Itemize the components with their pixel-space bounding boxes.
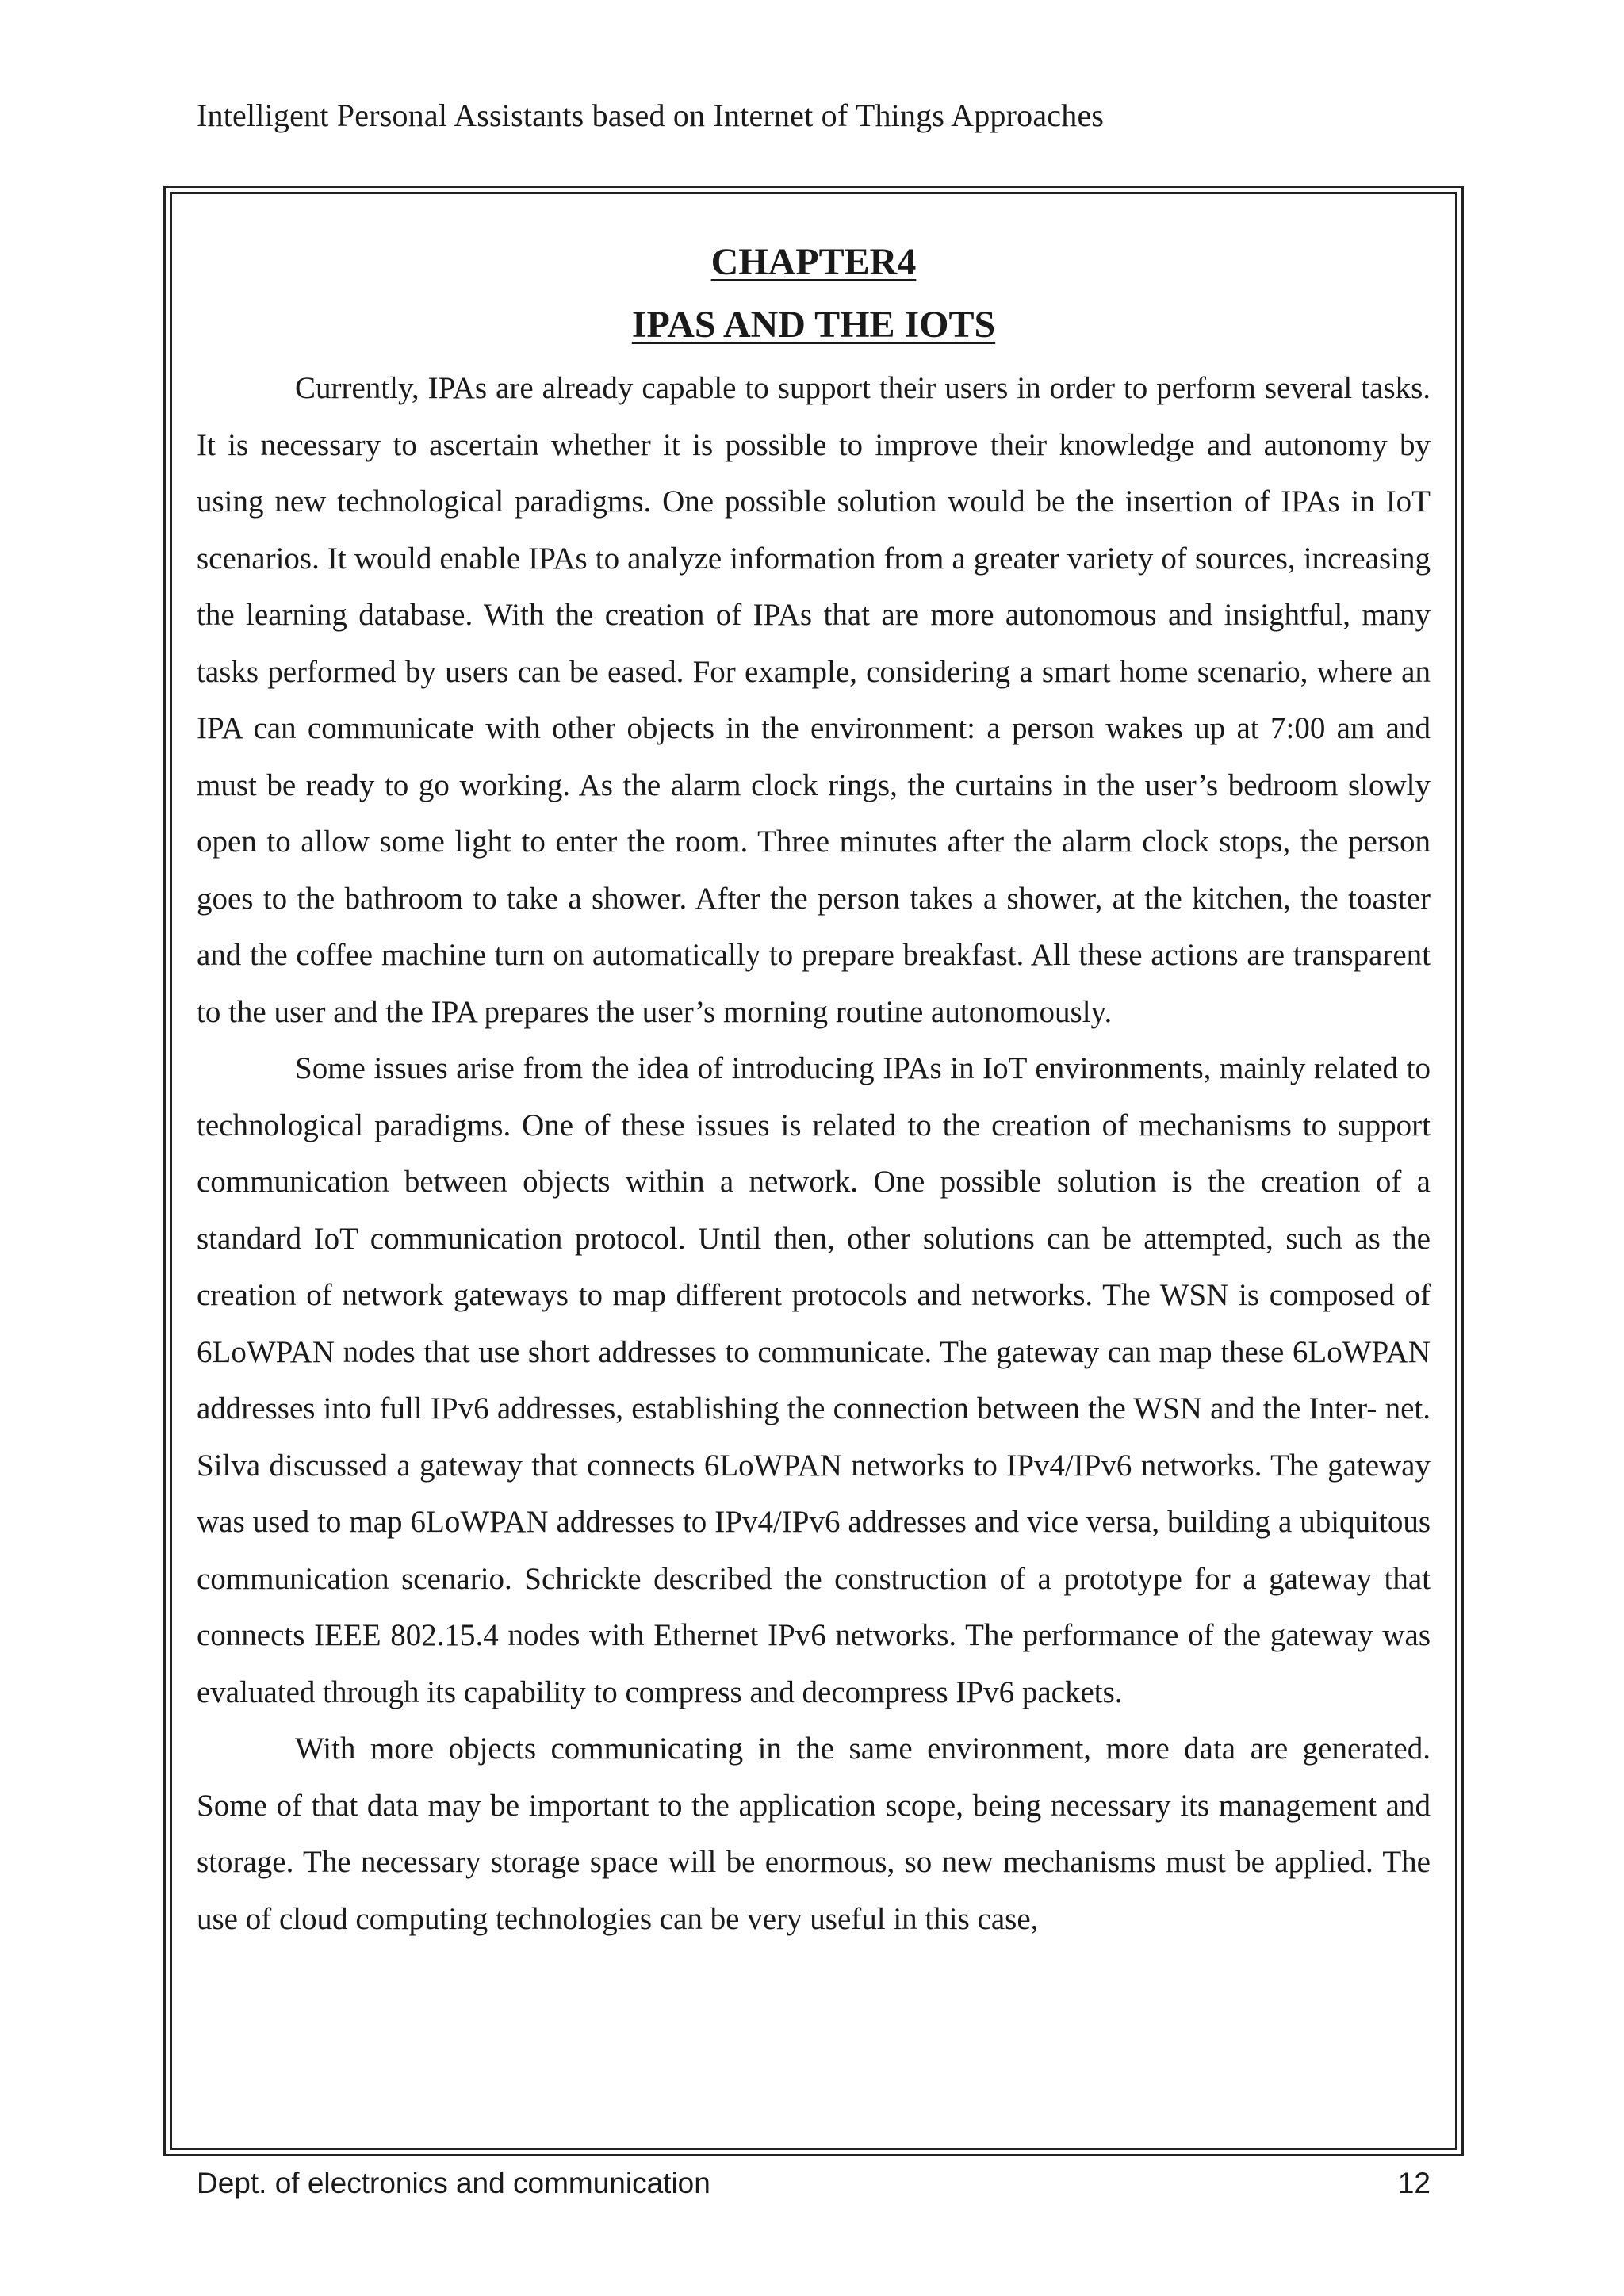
chapter-number: CHAPTER4 [710, 241, 917, 283]
page-content [197, 230, 1431, 1947]
body-paragraph: Some issues arise from the idea of introducing IPAs in IoT environments, mainly related to technological paradigms. One of these issues is related to the creation of mechanisms to support communication between objects within a network. One possible solution is the creation of a standard IoT communication protocol. Until then, other solutions can be attempted, such as the creation of network gateways to map different protocols and networks. The WSN is composed of 6LoWPAN nodes that use short addresses to communicate. The gateway can map these 6LoWPAN addresses into full IPv6 addresses, establishing the connection between the WSN and the Inter- net. Silva discussed a gateway that connects 6LoWPAN networks to IPv4/IPv6 networks. The gateway was used to map 6LoWPAN addresses to IPv4/IPv6 addresses and vice versa, building a ubiquitous communication scenario. Schrickte described the construction of a prototype for a gateway that connects IEEE 802.15.4 nodes with Ethernet IPv6 networks. The performance of the gateway was evaluated through its capability to compress and decompress IPv6 packets. [197, 1051, 1431, 1709]
footer-department: Dept. of electronics and communication [197, 2167, 710, 2199]
page-number: 12 [1397, 2167, 1431, 2199]
chapter-title: IPAS AND THE IOTS [631, 304, 996, 346]
body-paragraph: With more objects communicating in the same environment, more data are generated. Some of that data may be important to the application scope, being necessary its management and storage. The necessary storage space will be enormous, so new mechanisms must be applied. The use of cloud computing technologies can be very useful in this case, [197, 1732, 1431, 1936]
running-header: Intelligent Personal Assistants based on Internet of Things Approaches [197, 98, 1105, 133]
body-paragraph: Currently, IPAs are already capable to support their users in order to perform several tasks. It is necessary to ascertain whether it is possible to improve their knowledge and autonomy by using new technological paradigms. One possible solution would be the insertion of IPAs in IoT scenarios. It would enable IPAs to analyze information from a greater variety of sources, increasing the learning database. With the creation of IPAs that are more autonomous and insightful, many tasks performed by users can be eased. For example, considering a smart home scenario, where an IPA can communicate with other objects in the environment: a person wakes up at 7:00 am and must be ready to go working. As the alarm clock rings, the curtains in the user’s bedroom slowly open to allow some light to enter the room. Three minutes after the alarm clock stops, the person goes to the bathroom to take a shower. After the person takes a shower, at the kitchen, the toaster and the coffee machine turn on automatically to prepare breakfast. All these actions are transparent to the user and the IPA prepares the user’s morning routine autonomously. [197, 371, 1431, 1029]
